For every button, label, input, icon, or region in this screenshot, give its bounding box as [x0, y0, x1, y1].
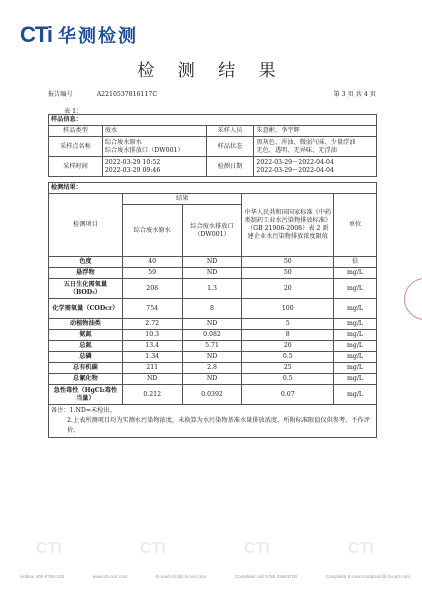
row-standard: 8 [242, 330, 334, 341]
row-value-outlet: 8 [182, 299, 242, 319]
footer-email: E-mail:info@cti-cert.com [156, 574, 207, 579]
row-value-outlet: 1.3 [182, 279, 242, 299]
row-unit: mg/L [334, 385, 377, 405]
report-number [48, 89, 157, 98]
row-standard: 0.5 [242, 374, 334, 385]
sample-info-heading: 样品信息： [49, 115, 377, 126]
page-info: 第 3 页 共 4 页 [333, 91, 376, 98]
row-value-outlet: 2.8 [182, 363, 242, 374]
row-value-raw: 754 [122, 299, 182, 319]
row-unit: mg/L [334, 319, 377, 330]
row-value-outlet: 0.082 [182, 330, 242, 341]
sample-state-2: 无色、透明、无异味、无浮油 [256, 146, 337, 154]
row-item: 动植物油类 [49, 319, 123, 330]
row-unit: mg/L [334, 363, 377, 374]
sampling-point-2: 综合废水排放口（DW001） [104, 146, 184, 154]
row-value-raw: 208 [122, 279, 182, 299]
test-date-2: 2022-03-29～2022-04-04 [256, 166, 334, 174]
notes-row [49, 405, 377, 438]
sample-type-value: 废水 [102, 126, 206, 137]
results-heading: 检测结果： [49, 183, 377, 194]
row-standard: 100 [242, 299, 334, 319]
table-row [49, 374, 377, 385]
sampler-label: 采样人员 [206, 126, 254, 137]
row-standard: 0.5 [242, 352, 334, 363]
table-row [49, 268, 377, 279]
company-logo [20, 22, 138, 48]
footer-complaint-email: Complaint E-mail:complaint@cti-cert.com [325, 574, 410, 579]
row-value-outlet: 5.71 [182, 341, 242, 352]
table-row [49, 330, 377, 341]
sample-info-table [48, 114, 377, 177]
row-value-raw: ND [122, 374, 182, 385]
table-row [49, 341, 377, 352]
row-value-outlet: ND [182, 257, 242, 268]
table-row [49, 319, 377, 330]
row-unit: mg/L [334, 279, 377, 299]
sample-state-1: 黑灰色、浑浊、微弱气味、少量浮油 [256, 138, 356, 146]
row-unit: mg/L [334, 299, 377, 319]
row-standard: 5 [242, 319, 334, 330]
row-item: 急性毒性（HgCl₂毒性当量） [49, 385, 123, 405]
sampling-point-label: 采样点名称 [49, 137, 103, 157]
table-row [49, 352, 377, 363]
row-unit: mg/L [334, 341, 377, 352]
table-row [49, 279, 377, 299]
test-date-1: 2022-03-29～2022-04-04 [256, 158, 334, 166]
row-item: 总磷 [49, 352, 123, 363]
report-number-value: A2210537816117C [96, 91, 158, 98]
sample-type-label: 样品类型 [49, 126, 103, 137]
page-title: 检 测 结 果 [137, 61, 285, 81]
row-value-raw: 13.4 [122, 341, 182, 352]
sampling-time-1: 2022-03-29 10:52 [104, 158, 161, 166]
row-unit: mg/L [334, 330, 377, 341]
header-unit: 单位 [334, 194, 377, 257]
header-standard: 中华人民共和国国家标准《中药类制药工业水污染物排放标准》（GB 21906-2008）表 2 新建企业水污染物排放浓度限值 [242, 194, 334, 257]
row-value-raw: 1.34 [122, 352, 182, 363]
watermark: CTI [140, 540, 166, 557]
row-standard: 25 [242, 363, 334, 374]
row-standard: 20 [242, 341, 334, 352]
test-date-value [254, 157, 377, 177]
row-unit: mg/L [334, 352, 377, 363]
header-col-outlet: 综合废水排放口（DW001） [182, 205, 242, 257]
row-item: 悬浮物 [49, 268, 123, 279]
watermark: CTI [36, 540, 62, 557]
table-row [49, 299, 377, 319]
row-value-outlet: ND [182, 352, 242, 363]
row-item: 色度 [49, 257, 123, 268]
sample-state-value [254, 137, 377, 157]
row-item: 五日生化需氧量（BOD₅） [49, 279, 123, 299]
sampler-value: 朱意彬、李宇辉 [254, 126, 377, 137]
row-standard: 0.07 [242, 385, 334, 405]
row-value-raw: 40 [122, 257, 182, 268]
row-value-raw: 2.72 [122, 319, 182, 330]
footer [20, 574, 410, 579]
row-value-outlet: ND [182, 374, 242, 385]
table-row [49, 257, 377, 268]
logo-mark: CTi [20, 22, 53, 47]
notes-label: 备注： [51, 407, 70, 414]
watermark: CTI [244, 540, 270, 557]
footer-web: www.cti-cert.com [92, 574, 128, 579]
header-results: 结果 [122, 194, 242, 205]
row-value-raw: 10.3 [122, 330, 182, 341]
note-1: 1.ND=未检出。 [69, 407, 116, 414]
results-table [48, 182, 377, 438]
table-row [49, 363, 377, 374]
report-number-label: 报告编号 [48, 91, 73, 98]
row-standard: 20 [242, 279, 334, 299]
row-unit: mg/L [334, 374, 377, 385]
row-value-outlet: 0.0392 [182, 385, 242, 405]
notes [49, 405, 377, 438]
watermark: CTI [348, 540, 374, 557]
row-value-outlet: ND [182, 319, 242, 330]
row-standard: 50 [242, 257, 334, 268]
row-item: 总氰化物 [49, 374, 123, 385]
logo-text: 华测检测 [58, 26, 139, 47]
sampling-time-value [102, 157, 206, 177]
row-value-raw: 0.212 [122, 385, 182, 405]
sampling-time-label: 采样时间 [49, 157, 103, 177]
sampling-point-value [102, 137, 206, 157]
sample-state-label: 样品状态 [206, 137, 254, 157]
sampling-point-1: 综合废水原水 [104, 138, 142, 146]
row-unit: mg/L [334, 268, 377, 279]
row-standard: 50 [242, 268, 334, 279]
test-date-label: 检测日期 [206, 157, 254, 177]
header-col-raw: 综合废水原水 [122, 205, 182, 257]
footer-complaint-call: Complaint call 0755-33681700 [234, 574, 298, 579]
table-label: 表 1： [64, 108, 83, 115]
row-item: 总氮 [49, 341, 123, 352]
row-unit: 倍 [334, 257, 377, 268]
row-value-raw: 211 [122, 363, 182, 374]
row-item: 化学需氧量（CODcr） [49, 299, 123, 319]
header-item: 检测项目 [49, 194, 123, 257]
seal-stamp [404, 278, 422, 320]
note-2: 2.上表所测项目均为实测水污染物浓度，未换算为水污染物基准水量排放浓度，所附标准限值仅供参考，不作评价。 [67, 417, 370, 434]
row-value-raw: 59 [122, 268, 182, 279]
footer-hotline: Hotline 400-6788-333 [20, 574, 65, 579]
row-value-outlet: ND [182, 268, 242, 279]
row-item: 氨氮 [49, 330, 123, 341]
row-item: 总有机碳 [49, 363, 123, 374]
table-row [49, 385, 377, 405]
sampling-time-2: 2022-03-29 09:46 [104, 166, 161, 174]
